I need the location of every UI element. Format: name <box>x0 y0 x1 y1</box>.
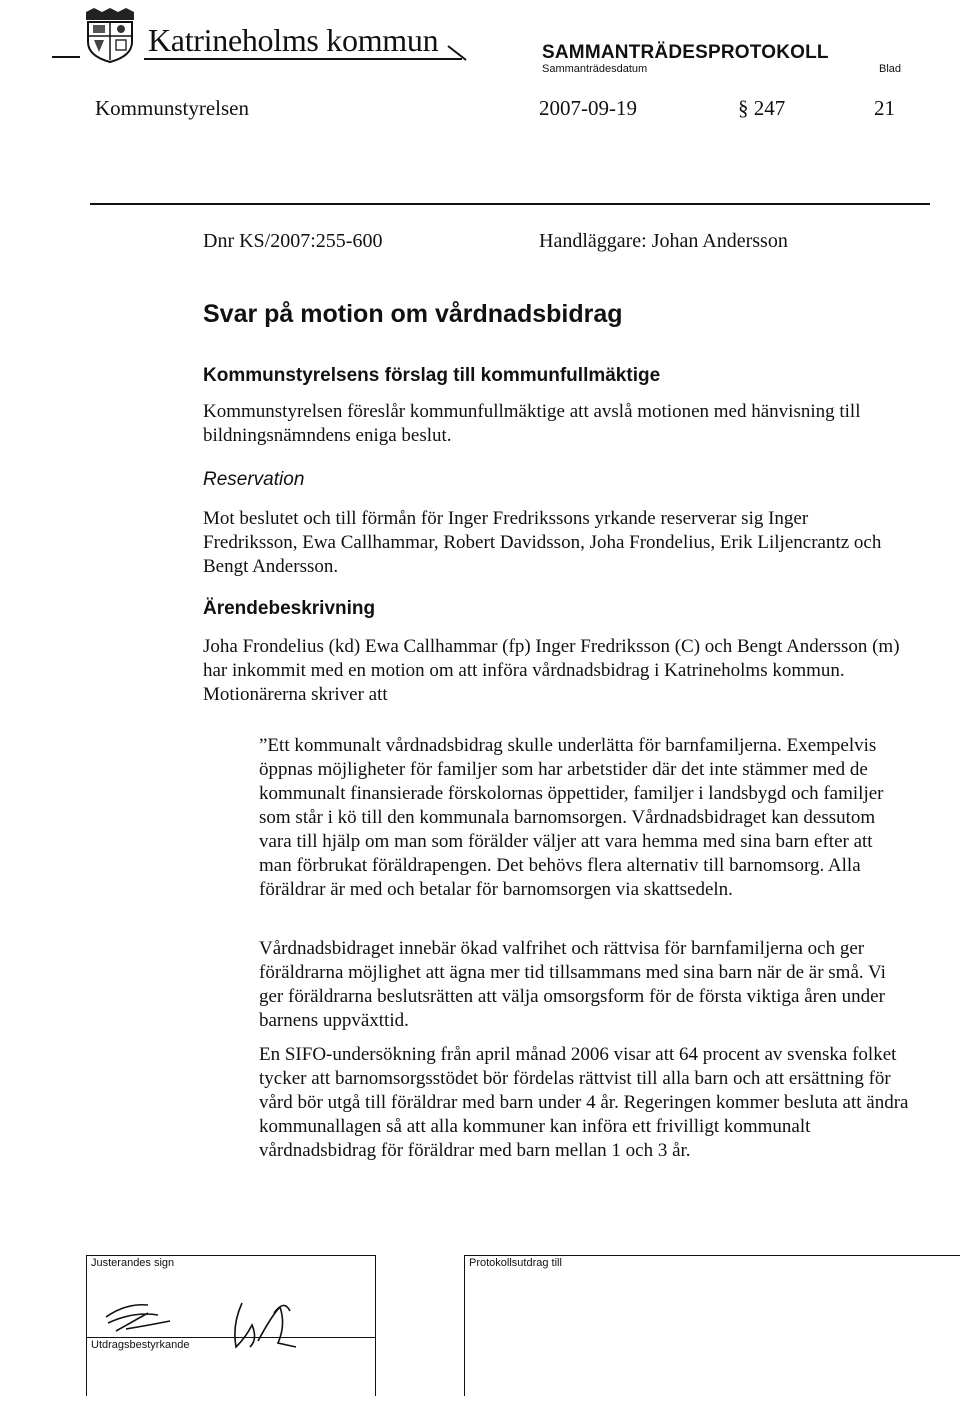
proposal-heading: Kommunstyrelsens förslag till kommunfullmäktige <box>203 365 661 386</box>
committee-name: Kommunstyrelsen <box>95 96 249 120</box>
protocol-extract-box <box>464 1255 960 1396</box>
paragraph-number: § 247 <box>738 96 786 120</box>
underline-hook-mark <box>446 44 470 64</box>
case-description-text: Joha Frondelius (kd) Ewa Callhammar (fp) Inger Fredriksson (C) och Bengt Andersson (m) har inkommit med en motion om att införa vårdnadsbidrag i Katrineholms kommun. Motionärerna skriver att <box>203 636 900 705</box>
extract-box-label: Utdragsbestyrkande <box>91 1339 190 1351</box>
signature-box-label: Justerandes sign <box>91 1257 175 1269</box>
motion-quote-paragraph: Vårdnadsbidraget innebär ökad valfrihet och rättvisa för barnfamiljerna och ger föräldrarna möjlighet att ägna mer tid tillsammans med sina barn när de är små. Vi ger föräldrarna beslutsrätten att välja omsorgsform för de första viktiga åren under barnens uppväxttid. <box>259 938 886 1031</box>
handwritten-signatures <box>86 1255 346 1395</box>
case-description-heading: Ärendebeskrivning <box>203 598 376 619</box>
municipality-crest-logo <box>80 6 144 64</box>
motion-quote-paragraph: En SIFO-undersökning från april månad 2006 visar att 64 procent av svenska folket tycker att barnomsorgsstödet bör fördelas rättvist till alla barn och att ersättning för vård bör utgå till föräldrar med barn under 4 år. Regeringen kommer besluta att ändra kommunallagen så att alla kommuner kan införa ett frivilligt kommunalt vårdnadsbidrag för föräldrar med barn mellan 1 och 3 år. <box>259 1044 909 1161</box>
proposal-text: Kommunstyrelsen föreslår kommunfullmäktige att avslå motionen med hänvisning till bildningsnämndens eniga beslut. <box>203 401 861 446</box>
reservation-text: Mot beslutet och till förmån för Inger Fredrikssons yrkande reserverar sig Inger Fredriksson, Ewa Callhammar, Robert Davidsson, Joha Frondelius, Erik Liljencrantz och Bengt Andersson. <box>203 508 882 577</box>
case-number: Dnr KS/2007:255-600 <box>203 230 383 252</box>
motion-quote-paragraph: ”Ett kommunalt vårdnadsbidrag skulle underlätta för barnfamiljerna. Exempelvis öppnas möjligheter för familjer som har arbetstider där det inte stämmer med de kommunalt finansierade förskolornas öppettider, familjer i landsbygd och familjer som står i kö till den kommunala barnomsorgen. Vårdnadsbidraget kan dessutom vara till hjälp om man som förälder väljer att vara hemma med sina barn efter att man förbrukat föräldrapengen. Det behövs flera alternativ till barnomsorg. Alla föräldrar är med och betalar för barnomsorgen via skattsedeln. <box>259 735 884 900</box>
header-divider <box>90 203 930 205</box>
case-handler: Handläggare: Johan Andersson <box>539 230 788 252</box>
page-label: Blad <box>879 63 902 75</box>
municipality-underline <box>144 58 462 60</box>
page-title: Svar på motion om vårdnadsbidrag <box>203 300 623 328</box>
page-number: 21 <box>874 96 895 120</box>
reservation-heading: Reservation <box>203 469 305 490</box>
meeting-date: 2007-09-19 <box>539 96 637 120</box>
municipality-name: Katrineholms kommun <box>148 22 439 58</box>
meeting-date-label: Sammanträdesdatum <box>542 63 648 75</box>
footer-boxes <box>86 1255 960 1395</box>
header-rule <box>52 56 80 58</box>
protocol-extract-label: Protokollsutdrag till <box>469 1257 562 1269</box>
document-type: SAMMANTRÄDESPROTOKOLL <box>542 42 829 63</box>
